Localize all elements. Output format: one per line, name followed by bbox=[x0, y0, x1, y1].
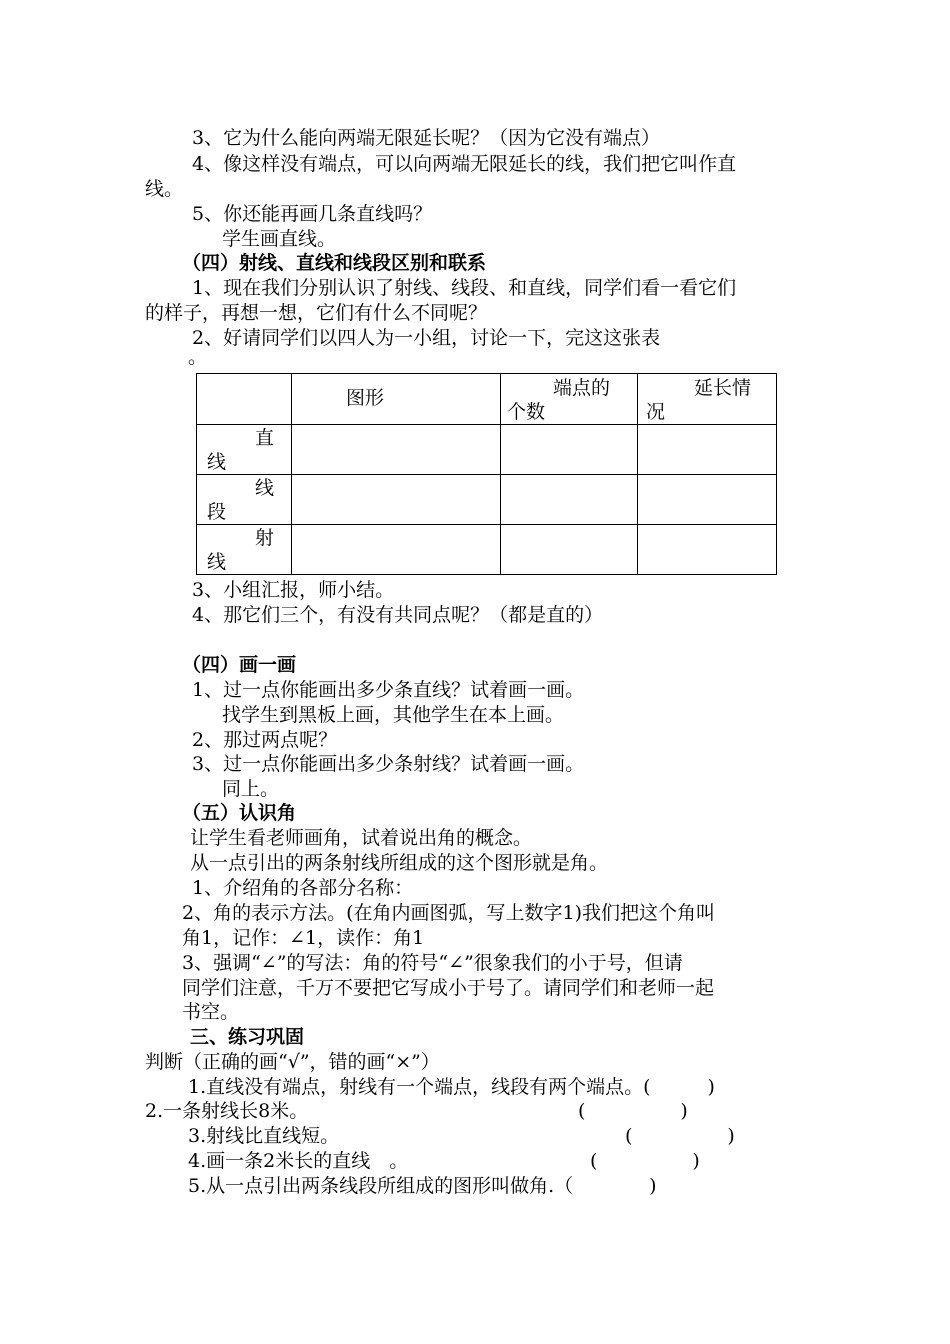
row-label-cell bbox=[197, 425, 292, 475]
table-cell bbox=[501, 475, 638, 525]
text-line: 1、过一点你能画出多少条直线？试着画一画。 bbox=[192, 679, 585, 701]
row-label-cell bbox=[197, 525, 292, 575]
table-header-cell bbox=[197, 374, 292, 425]
exercise-item: 3.射线比直线短。 bbox=[188, 1125, 340, 1147]
section-heading: （四）画一画 bbox=[182, 654, 297, 676]
text-line: 同学们注意，千万不要把它写成小于号了。请同学们和老师一起 bbox=[182, 977, 715, 999]
row-label: 段 bbox=[207, 501, 227, 523]
table-header-row bbox=[197, 374, 777, 425]
text-line: 3、强调“∠”的写法：角的符号“∠”很象我们的小于号，但请 bbox=[182, 952, 683, 974]
exercise-item: 2.一条射线长8米。 bbox=[145, 1100, 309, 1122]
text-line: 5、你还能再画几条直线吗？ bbox=[192, 203, 433, 225]
header-label: 况 bbox=[646, 401, 666, 423]
table-cell bbox=[638, 425, 777, 475]
table-row bbox=[197, 425, 777, 475]
exercise-item: 1.直线没有端点，射线有一个端点，线段有两个端点。( ) bbox=[188, 1076, 715, 1098]
section-heading: （五）认识角 bbox=[182, 802, 297, 824]
header-label: 图形 bbox=[346, 387, 385, 409]
row-label: 线 bbox=[207, 551, 227, 573]
table-row bbox=[197, 525, 777, 575]
text-line: 4、像这样没有端点，可以向两端无限延长的线，我们把它叫作直 bbox=[192, 153, 737, 175]
table-cell bbox=[638, 475, 777, 525]
table-cell bbox=[501, 525, 638, 575]
row-label: 线 bbox=[207, 451, 227, 473]
header-label: 端点的 bbox=[553, 377, 611, 399]
answer-parentheses: ( ) bbox=[590, 1150, 700, 1172]
table-header-cell bbox=[501, 374, 638, 425]
text-line: 的样子，再想一想，它们有什么不同呢？ bbox=[145, 302, 488, 324]
exercise-item: 5.从一点引出两条线段所组成的图形叫做角.（ ) bbox=[188, 1175, 657, 1197]
section-heading: （四）射线、直线和线段区别和联系 bbox=[182, 252, 487, 274]
text-line: 判断（正确的画“√”，错的画“×”） bbox=[145, 1051, 440, 1073]
table-cell bbox=[292, 475, 501, 525]
text-line: 3、小组汇报，师小结。 bbox=[192, 579, 395, 601]
text-line: 从一点引出的两条射线所组成的这个图形就是角。 bbox=[190, 852, 609, 874]
text-line: 3、它为什么能向两端无限延长呢？（因为它没有端点） bbox=[192, 127, 661, 149]
comparison-table bbox=[196, 373, 777, 575]
answer-parentheses: ( ) bbox=[625, 1125, 735, 1147]
text-line: 学生画直线。 bbox=[222, 228, 337, 250]
text-line: 。 bbox=[188, 346, 208, 368]
answer-parentheses: ( ) bbox=[578, 1100, 688, 1122]
table-cell bbox=[292, 525, 501, 575]
table-cell bbox=[292, 425, 501, 475]
row-label: 直 bbox=[255, 427, 275, 449]
text-line: 线。 bbox=[145, 178, 184, 200]
text-line: 3、过一点你能画出多少条射线？试着画一画。 bbox=[192, 753, 585, 775]
section-heading: 三、练习巩固 bbox=[190, 1026, 305, 1048]
text-line: 2、角的表示方法。(在角内画图弧，写上数字1)我们把这个角叫 bbox=[182, 902, 716, 924]
text-line: 4、那它们三个，有没有共同点呢？（都是直的） bbox=[192, 604, 604, 626]
text-line: 书空。 bbox=[182, 1001, 240, 1023]
table-row bbox=[197, 475, 777, 525]
text-line: 角1，记作：∠1，读作：角1 bbox=[182, 927, 425, 949]
text-line: 同上。 bbox=[222, 778, 280, 800]
row-label: 线 bbox=[255, 477, 275, 499]
table-header-cell bbox=[292, 374, 501, 425]
text-line: 1、现在我们分别认识了射线、线段、和直线，同学们看一看它们 bbox=[192, 277, 737, 299]
text-line: 找学生到黑板上画，其他学生在本上画。 bbox=[222, 704, 565, 726]
table-header-cell bbox=[638, 374, 777, 425]
text-line: 1、介绍角的各部分名称： bbox=[192, 877, 414, 899]
exercise-item: 4.画一条2米长的直线 。 bbox=[188, 1150, 409, 1172]
header-label: 个数 bbox=[507, 401, 546, 423]
table-cell bbox=[501, 425, 638, 475]
text-line: 让学生看老师画角，试着说出角的概念。 bbox=[190, 827, 533, 849]
row-label: 射 bbox=[255, 527, 275, 549]
row-label-cell bbox=[197, 475, 292, 525]
table-cell bbox=[638, 525, 777, 575]
text-line: 2、那过两点呢？ bbox=[192, 729, 338, 751]
text-line: 2、好请同学们以四人为一小组，讨论一下，完这这张表 bbox=[192, 327, 661, 349]
header-label: 延长情 bbox=[694, 377, 752, 399]
